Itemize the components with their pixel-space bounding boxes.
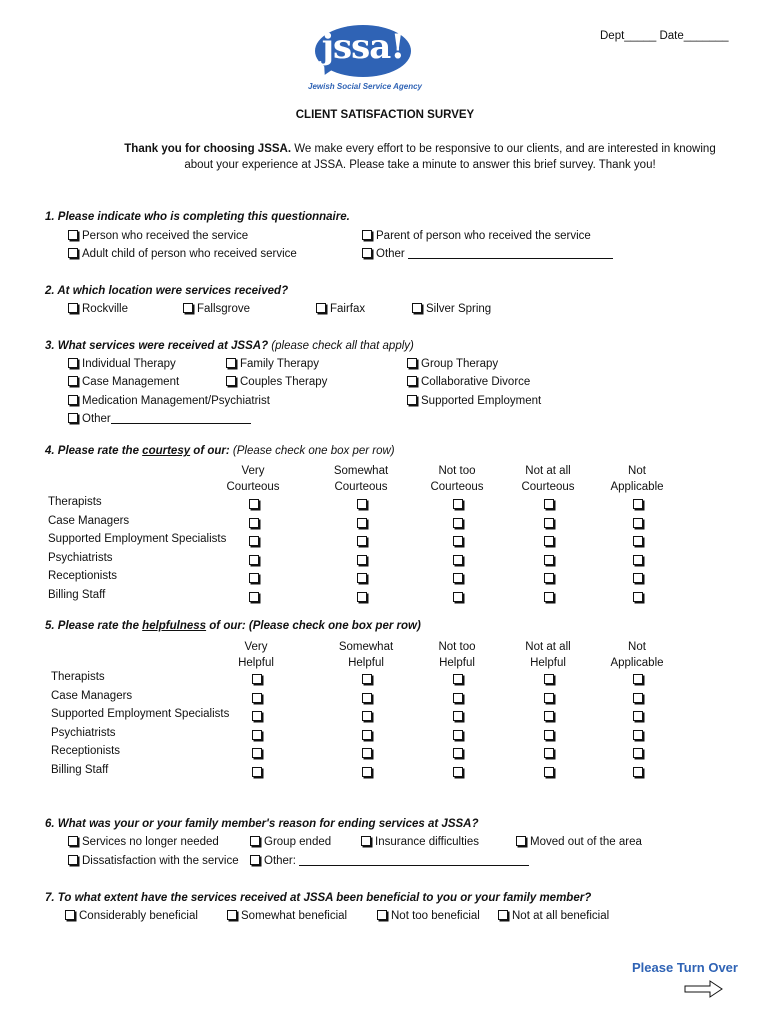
checkbox[interactable] [377,910,387,920]
rating-checkbox[interactable] [453,711,463,721]
checkbox[interactable] [68,248,78,258]
rating-checkbox[interactable] [633,592,643,602]
rating-checkbox[interactable] [362,711,372,721]
rating-checkbox[interactable] [633,748,643,758]
checkbox[interactable] [226,358,236,368]
dept-date-field: Dept_____ Date_______ [600,30,729,42]
q3-option[interactable]: Collaborative Divorce [407,376,530,388]
rating-checkbox[interactable] [633,674,643,684]
rating-checkbox[interactable] [362,674,372,684]
rating-checkbox[interactable] [544,711,554,721]
other-text-line[interactable] [299,855,529,866]
q2-option[interactable]: Silver Spring [412,303,491,315]
rating-checkbox[interactable] [453,730,463,740]
q1-option[interactable]: Adult child of person who received service [68,248,297,260]
q6-option[interactable]: Insurance difficulties [361,836,479,848]
rating-checkbox[interactable] [453,555,463,565]
q1-question: 1. Please indicate who is completing this questionnaire. [45,211,350,223]
rating-checkbox[interactable] [357,536,367,546]
rating-checkbox[interactable] [544,730,554,740]
rating-checkbox[interactable] [252,730,262,740]
rating-checkbox[interactable] [633,767,643,777]
rating-checkbox[interactable] [544,748,554,758]
right-arrow-icon [684,980,724,998]
rating-checkbox[interactable] [357,555,367,565]
rating-checkbox[interactable] [249,592,259,602]
q1-option-other[interactable]: Other [362,248,613,260]
q7-option[interactable]: Not at all beneficial [498,910,609,922]
rating-checkbox[interactable] [362,767,372,777]
checkbox[interactable] [68,230,78,240]
rating-checkbox[interactable] [544,536,554,546]
q2-option[interactable]: Fallsgrove [183,303,250,315]
rating-checkbox[interactable] [252,674,262,684]
q3-option[interactable]: Couples Therapy [226,376,327,388]
row-label: Case Managers [51,689,133,702]
checkbox[interactable] [68,413,78,423]
q7-option[interactable]: Not too beneficial [377,910,480,922]
rating-checkbox[interactable] [544,573,554,583]
column-header: Somewhat Helpful [338,641,394,669]
row-label: Receptionists [48,570,118,582]
q5-question: 5. Please rate the helpfulness of our: (Please check one box per row) [45,620,421,632]
rating-checkbox[interactable] [249,499,259,509]
q3-option[interactable]: Individual Therapy [68,358,176,370]
checkbox[interactable] [516,836,526,846]
column-header: Not at all Helpful [525,641,571,669]
rating-checkbox[interactable] [453,767,463,777]
rating-checkbox[interactable] [633,573,643,583]
q7-question: 7. To what extent have the services received at JSSA been beneficial to you or your family member? [45,892,592,904]
rating-checkbox[interactable] [362,730,372,740]
q7-option[interactable]: Considerably beneficial [65,910,198,922]
row-label: Billing Staff [48,588,106,601]
logo-text: jssa! [321,27,405,67]
rating-checkbox[interactable] [453,499,463,509]
intro-line-1 [0,143,770,155]
rating-checkbox[interactable] [453,573,463,583]
rating-checkbox[interactable] [544,555,554,565]
checkbox[interactable] [498,910,508,920]
row-label: Billing Staff [51,763,109,776]
rating-checkbox[interactable] [544,499,554,509]
rating-checkbox[interactable] [357,499,367,509]
row-label: Receptionists [51,745,121,757]
row-label: Supported Employment Specialists [51,708,230,720]
checkbox[interactable] [362,230,372,240]
rating-checkbox[interactable] [544,767,554,777]
rating-checkbox[interactable] [249,573,259,583]
other-text-line[interactable] [408,248,613,259]
q6-option[interactable]: Services no longer needed [68,836,219,848]
q3-option[interactable]: Group Therapy [407,358,498,370]
row-label: Psychiatrists [48,551,113,564]
row-label: Supported Employment Specialists [48,533,227,545]
checkbox[interactable] [250,855,260,865]
checkbox[interactable] [68,303,78,313]
rating-checkbox[interactable] [357,592,367,602]
q6-question: 6. What was your or your family member's reason for ending services at JSSA? [45,818,479,830]
intro-bold: Thank you for choosing JSSA. [124,143,292,155]
checkbox[interactable] [316,303,326,313]
checkbox[interactable] [68,836,78,846]
rating-checkbox[interactable] [453,693,463,703]
q6-option[interactable]: Dissatisfaction with the service [68,855,239,867]
checkbox[interactable] [183,303,193,313]
q1-option[interactable]: Parent of person who received the service [362,230,591,242]
please-turn-over: Please Turn Over [632,960,738,975]
row-label: Therapists [48,496,102,508]
q3-option[interactable]: Case Management [68,376,179,388]
rating-checkbox[interactable] [453,536,463,546]
q3-option-other[interactable]: Other [68,413,251,425]
checkbox[interactable] [407,358,417,368]
rating-checkbox[interactable] [252,767,262,777]
q3-question: 3. What services were received at JSSA? (please check all that apply) [45,340,414,352]
logo-subtitle: Jewish Social Service Agency [308,82,422,91]
rating-checkbox[interactable] [249,518,259,528]
row-label: Case Managers [48,514,130,527]
column-header: Very Helpful [238,641,274,669]
column-header: Not too Helpful [438,641,476,669]
rating-checkbox[interactable] [362,748,372,758]
column-header: Not at all Courteous [521,465,575,493]
q2-question: 2. At which location were services received? [45,285,289,297]
other-text-line[interactable] [111,413,251,424]
checkbox[interactable] [227,910,237,920]
rating-checkbox[interactable] [544,693,554,703]
rating-checkbox[interactable] [544,518,554,528]
q3-option[interactable]: Family Therapy [226,358,319,370]
rating-checkbox[interactable] [249,536,259,546]
rating-checkbox[interactable] [453,592,463,602]
q3-option[interactable]: Medication Management/Psychiatrist [68,395,270,407]
rating-checkbox[interactable] [453,748,463,758]
checkbox[interactable] [362,248,372,258]
checkbox[interactable] [226,376,236,386]
checkbox[interactable] [68,376,78,386]
rating-checkbox[interactable] [633,711,643,721]
q3-note: (please check all that apply) [271,340,414,352]
rating-checkbox[interactable] [453,518,463,528]
rating-checkbox[interactable] [633,536,643,546]
column-header: Not Applicable [610,465,664,493]
q3-option[interactable]: Supported Employment [407,395,541,407]
rating-checkbox[interactable] [544,674,554,684]
checkbox[interactable] [68,395,78,405]
column-header: Not too Courteous [430,465,484,493]
q6-option-other[interactable]: Other: [250,855,529,867]
column-header: Not Applicable [610,641,664,669]
rating-checkbox[interactable] [252,711,262,721]
intro-line-2: about your experience at JSSA. Please take a minute to answer this brief survey. Thank you! [184,159,656,171]
rating-checkbox[interactable] [357,573,367,583]
checkbox[interactable] [361,836,371,846]
rating-checkbox[interactable] [633,518,643,528]
q7-option[interactable]: Somewhat beneficial [227,910,347,922]
intro-rest: We make every effort to be responsive to our clients, and are interested in knowing [291,143,716,155]
survey-title: CLIENT SATISFACTION SURVEY [295,109,475,121]
checkbox[interactable] [68,855,78,865]
rating-checkbox[interactable] [453,674,463,684]
checkbox[interactable] [68,358,78,368]
rating-checkbox[interactable] [252,748,262,758]
row-label: Psychiatrists [51,726,116,739]
checkbox[interactable] [407,395,417,405]
rating-checkbox[interactable] [544,592,554,602]
checkbox[interactable] [407,376,417,386]
rating-checkbox[interactable] [633,555,643,565]
rating-checkbox[interactable] [633,499,643,509]
q6-option[interactable]: Moved out of the area [516,836,642,848]
rating-checkbox[interactable] [633,693,643,703]
rating-checkbox[interactable] [633,730,643,740]
row-label: Therapists [51,671,105,683]
q2-option[interactable]: Rockville [68,303,128,315]
rating-checkbox[interactable] [249,555,259,565]
q6-option[interactable]: Group ended [250,836,331,848]
q1-option[interactable]: Person who received the service [68,230,248,242]
q2-option[interactable]: Fairfax [316,303,365,315]
column-header: Very Courteous [226,465,280,493]
checkbox[interactable] [412,303,422,313]
checkbox[interactable] [65,910,75,920]
column-header: Somewhat Courteous [333,465,389,493]
checkbox[interactable] [250,836,260,846]
rating-checkbox[interactable] [357,518,367,528]
rating-checkbox[interactable] [252,693,262,703]
q4-question: 4. Please rate the courtesy of our: (Please check one box per row) [45,445,395,457]
rating-checkbox[interactable] [362,693,372,703]
